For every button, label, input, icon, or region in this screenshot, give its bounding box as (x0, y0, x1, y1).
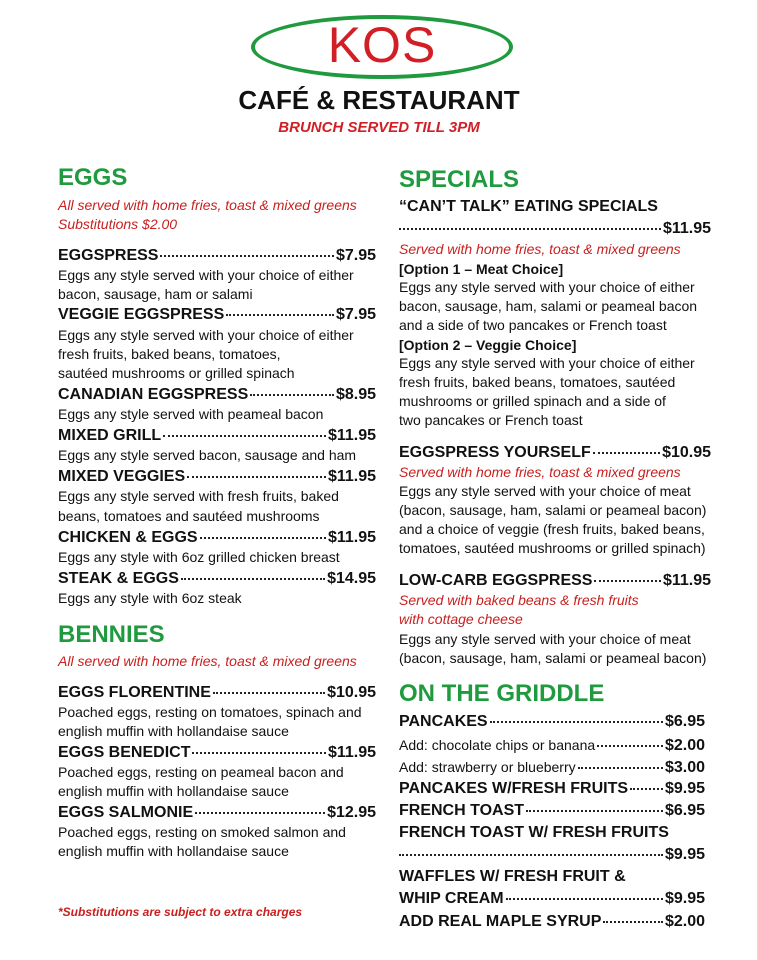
cant-talk-note: Served with home fries, toast & mixed greens (399, 241, 681, 257)
brunch-tagline: BRUNCH SERVED TILL 3PM (278, 119, 480, 136)
item-description: Eggs any style served with your choice of either (58, 267, 354, 283)
menu-item-low-carb-eggspress: LOW-CARB EGGSPRESS $11.95 (399, 572, 711, 589)
low-carb-note: Served with baked beans & fresh fruits (399, 592, 639, 608)
item-description: tomatoes, sautéed mushrooms or grilled spinach) (399, 540, 706, 556)
menu-item-eggs-benedict: EGGS BENEDICT $11.95 (58, 744, 376, 761)
item-description: sautéed mushrooms or grilled spinach (58, 365, 295, 381)
menu-item-canadian-eggspress: CANADIAN EGGSPRESS $8.95 (58, 386, 376, 403)
eggs-substitutions-note: Substitutions $2.00 (58, 216, 178, 232)
item-description: Eggs any style served with your choice of either (399, 279, 695, 295)
bennies-note: All served with home fries, toast & mixed greens (58, 653, 357, 669)
section-title-bennies: BENNIES (58, 621, 165, 648)
menu-item-eggspress-yourself: EGGSPRESS YOURSELF $10.95 (399, 444, 711, 461)
french-toast-fresh-fruits-price-line: $9.95 (399, 845, 705, 865)
item-description: beans, tomatoes and sautéed mushrooms (58, 508, 320, 524)
item-description: Eggs any style served with your choice of meat (399, 631, 691, 647)
section-title-specials: SPECIALS (399, 166, 520, 193)
item-description: english muffin with hollandaise sauce (58, 723, 289, 739)
logo: KOS (327, 17, 437, 73)
item-description: Poached eggs, resting on peameal bacon and (58, 764, 344, 780)
menu-item-steak-eggs: STEAK & EGGS $14.95 (58, 570, 376, 587)
item-description: (bacon, sausage, ham, salami or peameal bacon) (399, 650, 707, 666)
item-description: Eggs any style served with your choice of either (58, 327, 354, 343)
low-carb-note-2: with cottage cheese (399, 611, 523, 627)
option-1-label: [Option 1 – Meat Choice] (399, 261, 564, 277)
menu-item-eggs-florentine: EGGS FLORENTINE $10.95 (58, 684, 376, 701)
cant-talk-price-line: $11.95 (399, 219, 711, 239)
menu-item-french-toast: FRENCH TOAST $6.95 (399, 802, 705, 819)
menu-item-eggspress: EGGSPRESS $7.95 (58, 247, 376, 264)
item-description: Eggs any style served bacon, sausage and ham (58, 447, 357, 463)
item-description: Eggs any style served with fresh fruits, baked (58, 488, 339, 504)
item-description: Eggs any style with 6oz steak (58, 590, 242, 606)
item-description: Poached eggs, resting on tomatoes, spinach and (58, 704, 362, 720)
item-description: fresh fruits, baked beans, tomatoes, sautéed (399, 374, 676, 390)
french-toast-fresh-fruits-title: FRENCH TOAST W/ FRESH FRUITS (399, 824, 669, 841)
menu-item-eggs-salmonie: EGGS SALMONIE $12.95 (58, 804, 376, 821)
item-description: Eggs any style with 6oz grilled chicken breast (58, 549, 340, 565)
menu-item-pancakes: PANCAKES $6.95 (399, 713, 705, 730)
item-description: bacon, sausage, ham or salami (58, 286, 253, 302)
menu-item-maple-syrup: ADD REAL MAPLE SYRUP $2.00 (399, 913, 705, 930)
item-description: Eggs any style served with peameal bacon (58, 406, 324, 422)
option-2-label: [Option 2 – Veggie Choice] (399, 337, 577, 353)
item-description: fresh fruits, baked beans, tomatoes, (58, 346, 281, 362)
addon-strawberry-blueberry: Add: strawberry or blueberry $3.00 (399, 759, 705, 776)
substitutions-footnote: *Substitutions are subject to extra charges (58, 905, 303, 919)
item-description: english muffin with hollandaise sauce (58, 843, 289, 859)
item-description: bacon, sausage, ham, salami or peameal bacon (399, 298, 698, 314)
menu-item-veggie-eggspress: VEGGIE EGGSPRESS $7.95 (58, 306, 376, 323)
addon-chocolate-banana: Add: chocolate chips or banana $2.00 (399, 737, 705, 754)
item-description: Eggs any style served with your choice of meat (399, 483, 691, 499)
item-description: mushrooms or grilled spinach and a side of (399, 393, 666, 409)
yourself-note: Served with home fries, toast & mixed greens (399, 464, 681, 480)
item-description: and a choice of veggie (fresh fruits, baked beans, (399, 521, 705, 537)
section-title-griddle: ON THE GRIDDLE (399, 680, 605, 707)
waffles-title: WAFFLES W/ FRESH FRUIT & (399, 868, 626, 885)
menu-item-chicken-eggs: CHICKEN & EGGS $11.95 (58, 529, 376, 546)
menu-item-waffles: WHIP CREAM $9.95 (399, 890, 705, 907)
cant-talk-specials-title: “CAN’T TALK” EATING SPECIALS (399, 198, 658, 215)
section-title-eggs: EGGS (58, 164, 128, 191)
menu-item-mixed-grill: MIXED GRILL $11.95 (58, 427, 376, 444)
restaurant-subtitle: CAFÉ & RESTAURANT (238, 85, 520, 115)
item-description: two pancakes or French toast (399, 412, 583, 428)
item-description: english muffin with hollandaise sauce (58, 783, 289, 799)
eggs-note: All served with home fries, toast & mixed greens (58, 197, 357, 213)
item-description: Poached eggs, resting on smoked salmon and (58, 824, 346, 840)
menu-item-pancakes-fresh-fruits: PANCAKES W/FRESH FRUITS $9.95 (399, 780, 705, 797)
menu-item-mixed-veggies: MIXED VEGGIES $11.95 (58, 468, 376, 485)
item-description: Eggs any style served with your choice of either (399, 355, 695, 371)
item-description: and a side of two pancakes or French toast (399, 317, 667, 333)
item-description: (bacon, sausage, ham, salami or peameal bacon) (399, 502, 707, 518)
